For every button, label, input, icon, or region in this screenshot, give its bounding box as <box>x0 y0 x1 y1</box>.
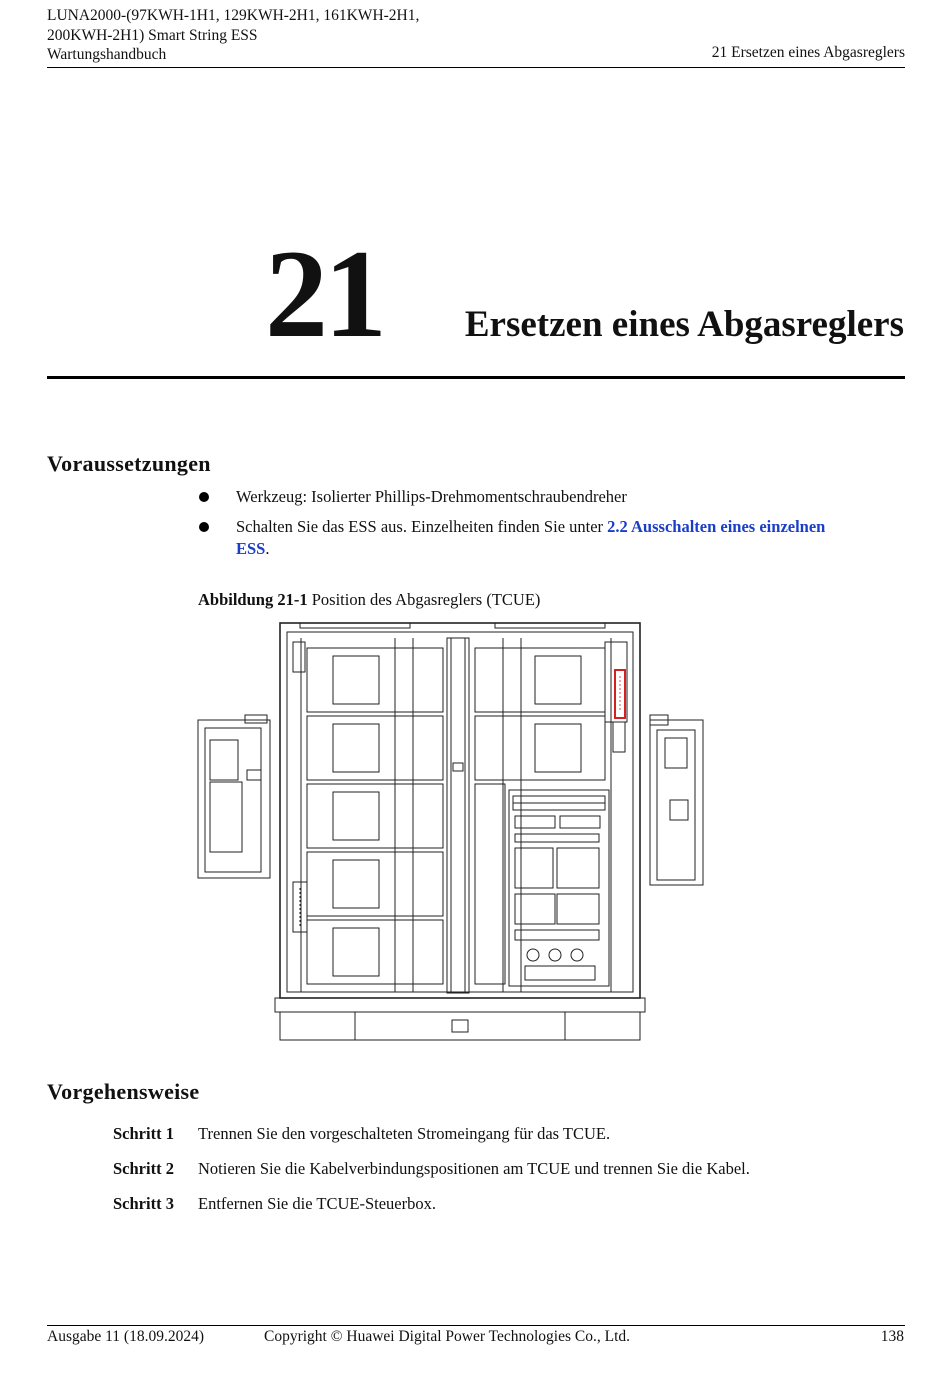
list-item <box>198 486 848 508</box>
prerequisites-heading: Voraussetzungen <box>47 451 211 476</box>
step-text: Notieren Sie die Kabelverbindungspositionen am TCUE und trennen Sie die Kabel. <box>198 1159 750 1178</box>
step-text: Entfernen Sie die TCUE-Steuerbox. <box>198 1194 436 1213</box>
list-item <box>113 1124 750 1144</box>
figure-caption <box>198 590 540 610</box>
section-link[interactable]: 2.2 Ausschalten eines einzelnen ESS <box>236 517 826 558</box>
step-label: Schritt 2 <box>113 1159 174 1178</box>
left-battery-modules <box>307 648 443 984</box>
figure-label: Abbildung 21-1 <box>198 590 308 609</box>
page-header <box>47 6 905 65</box>
prerequisites-list <box>198 486 848 568</box>
step-text: Trennen Sie den vorgeschalteten Stromeingang für das TCUE. <box>198 1124 611 1143</box>
bullet-icon <box>199 522 209 532</box>
prerequisite-tool: Werkzeug: Isolierter Phillips-Drehmomentschraubendreher <box>236 487 627 506</box>
header-chapter-title: 21 Ersetzen eines Abgasreglers <box>711 44 905 61</box>
ess-cabinet-diagram <box>195 620 710 1048</box>
centre-column <box>447 638 469 993</box>
list-item <box>113 1159 750 1179</box>
footer-copyright: Copyright © Huawei Digital Power Technologies Co., Ltd. <box>264 1328 630 1345</box>
step-label: Schritt 1 <box>113 1124 174 1143</box>
chapter-title: Ersetzen eines Abgasreglers <box>464 304 904 345</box>
chapter-number: 21 <box>265 225 383 364</box>
figure-caption-text: Position des Abgasreglers (TCUE) <box>307 590 541 609</box>
footer-divider <box>47 1325 905 1326</box>
bullet-icon <box>199 492 209 502</box>
header-product-line2: 200KWH-2H1) Smart String ESS <box>47 26 258 44</box>
page-number: 138 <box>880 1328 904 1345</box>
left-door-panel <box>198 715 270 878</box>
electrical-compartment <box>509 790 609 986</box>
step-label: Schritt 3 <box>113 1194 174 1213</box>
header-product-line1: LUNA2000-(97KWH-1H1, 129KWH-2H1, 161KWH-2H1, <box>47 7 420 24</box>
right-door-panel <box>650 715 703 885</box>
prerequisite-poweroff: Schalten Sie das ESS aus. Einzelheiten finden Sie unter <box>236 517 608 536</box>
list-item <box>113 1194 750 1214</box>
header-manual-title: Wartungshandbuch <box>47 46 167 63</box>
list-item: Schalten Sie das ESS aus. Einzelheiten finden Sie unter 2.2 Ausschalten eines einzelnen ESS. <box>198 516 848 560</box>
procedure-steps <box>113 1124 750 1229</box>
chapter-divider <box>47 376 905 379</box>
header-divider <box>47 67 905 68</box>
procedure-heading: Vorgehensweise <box>47 1079 200 1104</box>
footer-edition: Ausgabe 11 (18.09.2024) <box>47 1328 204 1345</box>
